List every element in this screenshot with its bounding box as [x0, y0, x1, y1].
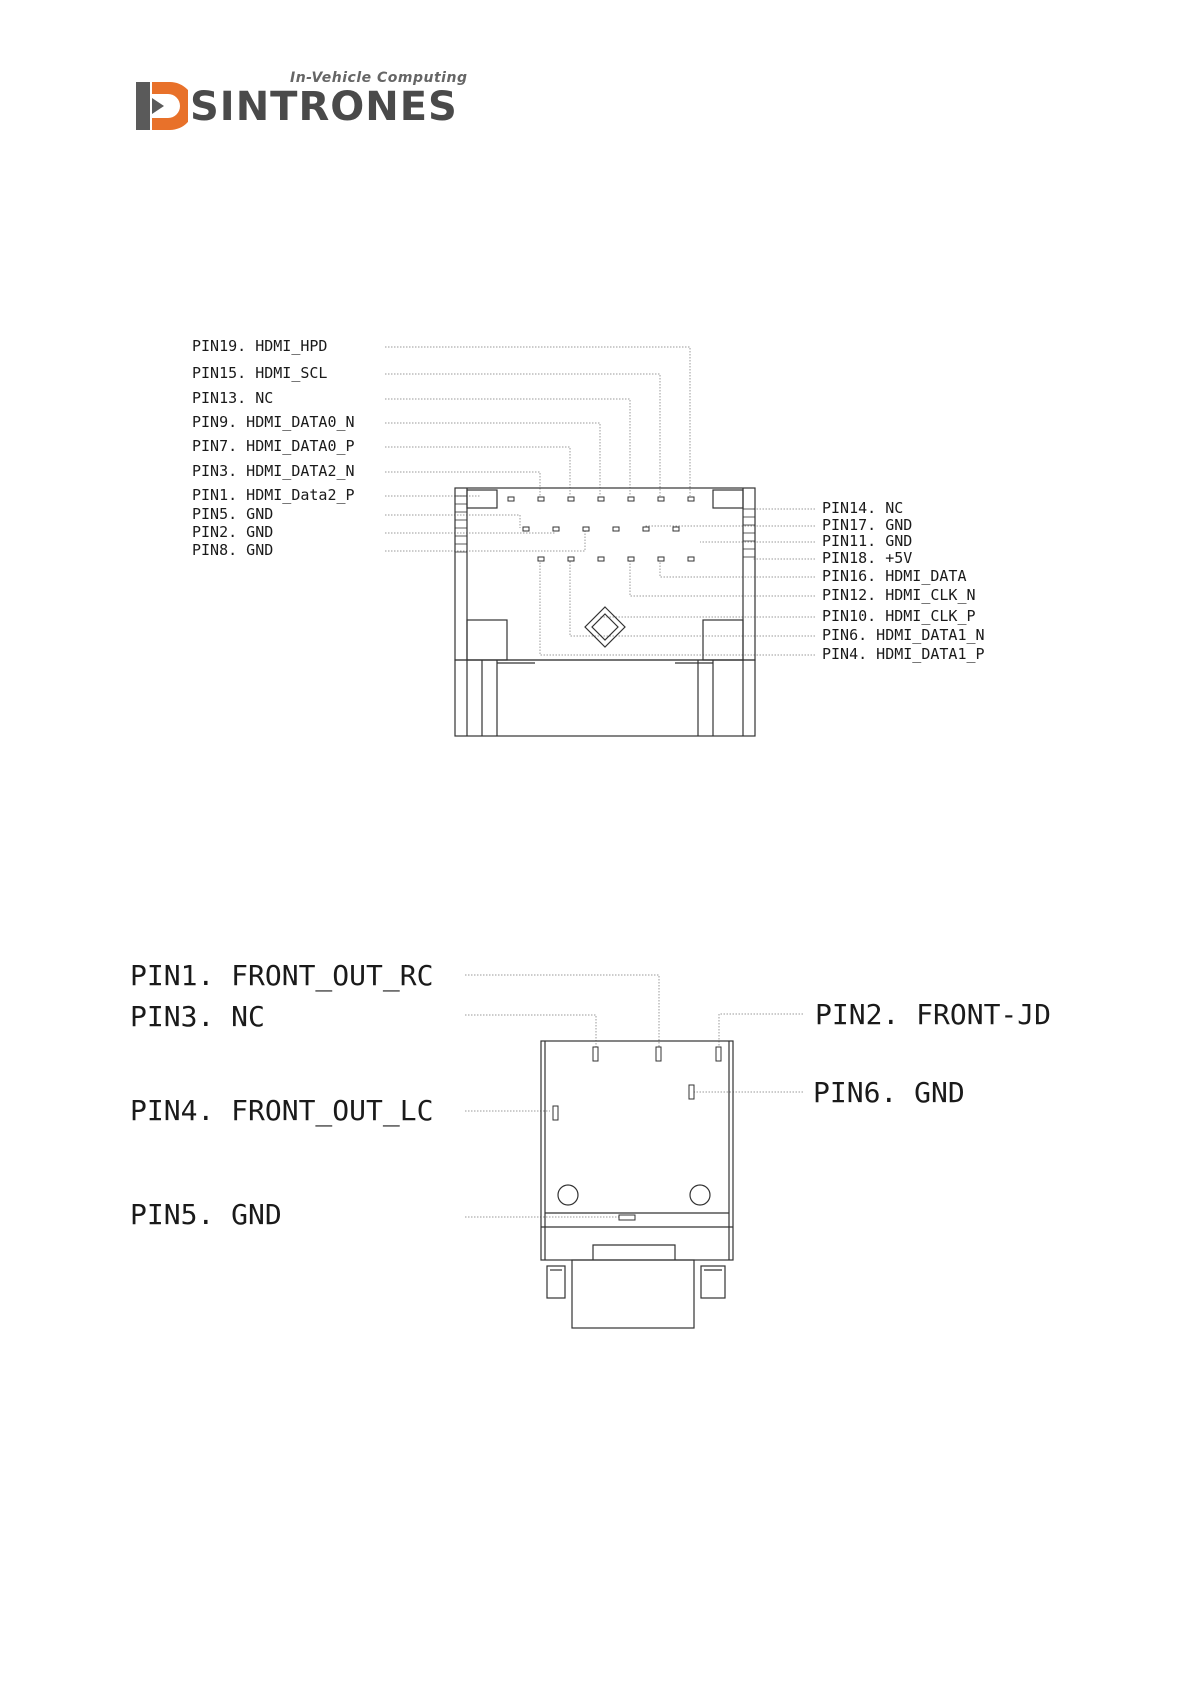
- hdmi-pin-label: PIN12. HDMI_CLK_N: [822, 586, 976, 604]
- hdmi-pin-label: PIN18. +5V: [822, 549, 913, 567]
- hdmi-pin-label: PIN9. HDMI_DATA0_N: [192, 413, 355, 431]
- hdmi-pin-label: PIN19. HDMI_HPD: [192, 337, 328, 355]
- audio-pin-label: PIN6. GND: [813, 1076, 965, 1109]
- hdmi-pin-label: PIN7. HDMI_DATA0_P: [192, 437, 355, 455]
- hdmi-pin-label: PIN11. GND: [822, 532, 913, 550]
- hdmi-pin-label: PIN3. HDMI_DATA2_N: [192, 462, 355, 480]
- hdmi-pin-label: PIN6. HDMI_DATA1_N: [822, 626, 985, 644]
- hdmi-pin-label: PIN8. GND: [192, 541, 274, 559]
- audio-pin-label: PIN3. NC: [130, 1000, 265, 1033]
- hdmi-pin-label: PIN1. HDMI_Data2_P: [192, 486, 355, 504]
- audio-leader-lines: [465, 975, 803, 1217]
- hdmi-pin-label: PIN13. NC: [192, 389, 274, 407]
- logo-tagline: In-Vehicle Computing: [290, 70, 468, 86]
- audio-pin-label: PIN1. FRONT_OUT_RC: [130, 959, 434, 992]
- hdmi-pin-label: PIN16. HDMI_DATA: [822, 567, 967, 585]
- hdmi-pin-label: PIN14. NC: [822, 499, 904, 517]
- hdmi-pin-label: PIN17. GND: [822, 516, 913, 534]
- hdmi-pin-label: PIN4. HDMI_DATA1_P: [822, 645, 985, 663]
- logo-wordmark: SINTRONES: [190, 84, 458, 130]
- hdmi-pin-label: PIN5. GND: [192, 505, 274, 523]
- hdmi-pin-label: PIN15. HDMI_SCL: [192, 364, 328, 382]
- audio-pin-label: PIN5. GND: [130, 1198, 282, 1231]
- hdmi-pin-label: PIN10. HDMI_CLK_P: [822, 607, 976, 625]
- hdmi-pin-label: PIN2. GND: [192, 523, 274, 541]
- audio-pin-label: PIN2. FRONT-JD: [815, 998, 1052, 1031]
- audio-connector-body: [541, 1041, 733, 1328]
- audio-pin-label: PIN4. FRONT_OUT_LC: [130, 1094, 434, 1127]
